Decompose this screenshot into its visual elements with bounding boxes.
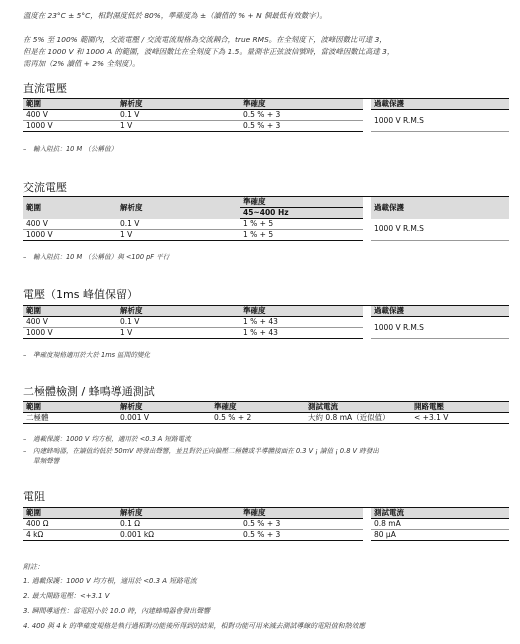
resolution-cell: 0.1 Ω: [117, 519, 240, 530]
open-voltage-cell: < +3.1 V: [411, 413, 509, 424]
peak-note: – 準確度規格適用於大於 1ms 區間的變化: [23, 351, 151, 359]
footnote-3: 3. 瞬間導通性：當電阻小於 10.0 時，內建蜂鳴器會發出聲響: [23, 607, 210, 615]
resolution-cell: 0.1 V: [117, 317, 240, 328]
resolution-cell: 1 V: [117, 121, 240, 132]
col-accuracy: 準確度: [240, 99, 363, 110]
resolution-cell: 0.001 V: [117, 413, 211, 424]
col-range: 範圍: [23, 197, 117, 219]
resolution-cell: 0.1 V: [117, 110, 240, 121]
table-row: [23, 519, 509, 530]
range-cell: 400 V: [23, 317, 117, 328]
table-row: [23, 110, 509, 121]
accuracy-cell: 1 % + 5: [240, 230, 363, 241]
overload-cell: 1000 V R.M.S: [371, 110, 509, 132]
overload-cell: 1000 V R.M.S: [371, 219, 509, 241]
table-row: [23, 219, 509, 230]
col-accuracy: 準確度: [240, 508, 363, 519]
range-cell: 1000 V: [23, 328, 117, 339]
resolution-cell: 1 V: [117, 230, 240, 241]
ac-note: – 輸入阻抗：10 M （公稱值）與 <100 pF 平行: [23, 253, 170, 261]
resolution-cell: 1 V: [117, 328, 240, 339]
diode-note: – 內建蜂鳴器，在讀值約低於 50mV 時發出聲響，並且對於正向偏壓二極體或半導體接面在 0.3 V ¡ 讀值 ¡ 0.8 V 時發出: [23, 447, 379, 455]
col-resolution: 解析度: [117, 306, 240, 317]
range-cell: 1000 V: [23, 121, 117, 132]
test-current-cell: 0.8 mA: [371, 519, 509, 530]
resolution-cell: 0.001 kΩ: [117, 530, 240, 541]
col-open-voltage: 開路電壓: [411, 402, 509, 413]
peak-hold-heading: 電壓（1ms 峰值保留）: [23, 288, 138, 301]
crest-factor-line-1: 在 5% 至 100% 範圍內，交流電壓 / 交流電流規格為交流耦合，true RMS。在全刻度下，波峰因數比可達 3，: [23, 35, 387, 44]
col-resolution: 解析度: [117, 197, 240, 219]
accuracy-cell: 1 % + 43: [240, 317, 363, 328]
accuracy-cell: 0.5 % + 3: [240, 121, 363, 132]
col-resolution: 解析度: [117, 402, 211, 413]
accuracy-cell: 0.5 % + 2: [211, 413, 305, 424]
footnote-1: 1. 過載保護：1000 V 均方根，適用於 <0.3 A 短路電流: [23, 577, 197, 585]
col-accuracy: 準確度: [240, 306, 363, 317]
table-row: [23, 413, 509, 424]
col-test-current: 測試電流: [305, 402, 411, 413]
col-range: 範圍: [23, 99, 117, 110]
dc-voltage-table: [23, 98, 509, 132]
overload-cell: 1000 V R.M.S: [371, 317, 509, 339]
resistance-table: [23, 507, 509, 541]
table-row: [23, 530, 509, 541]
ac-voltage-table: [23, 196, 509, 241]
col-overload: 過載保護: [371, 306, 509, 317]
resistance-heading: 電阻: [23, 490, 45, 503]
table-header-row: [23, 197, 509, 208]
footnotes-title: 附註：: [23, 563, 44, 571]
range-cell: 二極體: [23, 413, 117, 424]
table-row: [23, 317, 509, 328]
col-frequency: 45~400 Hz: [240, 208, 363, 219]
accuracy-cell: 0.5 % + 3: [240, 530, 363, 541]
table-header-row: [23, 508, 509, 519]
col-range: 範圍: [23, 508, 117, 519]
test-current-cell: 80 µA: [371, 530, 509, 541]
accuracy-cell: 0.5 % + 3: [240, 110, 363, 121]
range-cell: 1000 V: [23, 230, 117, 241]
diode-note: – 過載保護：1000 V 均方根，適用於 <0.3 A 短路電流: [23, 435, 191, 443]
peak-hold-table: [23, 305, 509, 339]
accuracy-cell: 1 % + 5: [240, 219, 363, 230]
table-header-row: [23, 402, 509, 413]
crest-factor-line-2: 但是在 1000 V 和 1000 A 的範圍，波峰因數比在全刻度下為 1.5。量測非正弦波信號時，當波峰因數比高達 3，: [23, 47, 395, 56]
accuracy-cell: 1 % + 43: [240, 328, 363, 339]
table-header-row: [23, 306, 509, 317]
col-test-current: 測試電流: [371, 508, 509, 519]
col-resolution: 解析度: [117, 508, 240, 519]
footnote-2: 2. 最大開路電壓：<+3.1 V: [23, 592, 110, 600]
diode-heading: 二極體檢測 / 蜂鳴導通測試: [23, 385, 155, 398]
range-cell: 400 Ω: [23, 519, 117, 530]
col-accuracy: 準確度: [211, 402, 305, 413]
dc-voltage-heading: 直流電壓: [23, 82, 67, 95]
col-overload: 過載保護: [371, 99, 509, 110]
col-range: 範圍: [23, 306, 117, 317]
conditions-text: 溫度在 23°C ± 5°C，相對濕度低於 80%，準確度為 ±（讀值的 % + N 個最低有效數字）。: [23, 11, 327, 20]
range-cell: 400 V: [23, 219, 117, 230]
col-range: 範圍: [23, 402, 117, 413]
ac-voltage-heading: 交流電壓: [23, 181, 67, 194]
diode-note: 單頻聲響: [33, 457, 60, 465]
range-cell: 400 V: [23, 110, 117, 121]
footnote-4: 4. 400 與 4 k 的準確度規格是執行過相對功能後所得到的結果，相對功能可用來減去測試導線的電阻值和熱效應: [23, 622, 366, 630]
diode-table: [23, 401, 509, 424]
test-current-cell: 大約 0.8 mA（近似值）: [305, 413, 411, 424]
range-cell: 4 kΩ: [23, 530, 117, 541]
resolution-cell: 0.1 V: [117, 219, 240, 230]
col-resolution: 解析度: [117, 99, 240, 110]
col-overload: 過載保護: [371, 197, 509, 219]
table-header-row: [23, 99, 509, 110]
crest-factor-line-3: 需再加（2% 讀值 + 2% 全刻度）。: [23, 59, 140, 68]
col-accuracy: 準確度: [240, 197, 363, 208]
dc-note: – 輸入阻抗：10 M （公稱值）: [23, 145, 118, 153]
accuracy-cell: 0.5 % + 3: [240, 519, 363, 530]
